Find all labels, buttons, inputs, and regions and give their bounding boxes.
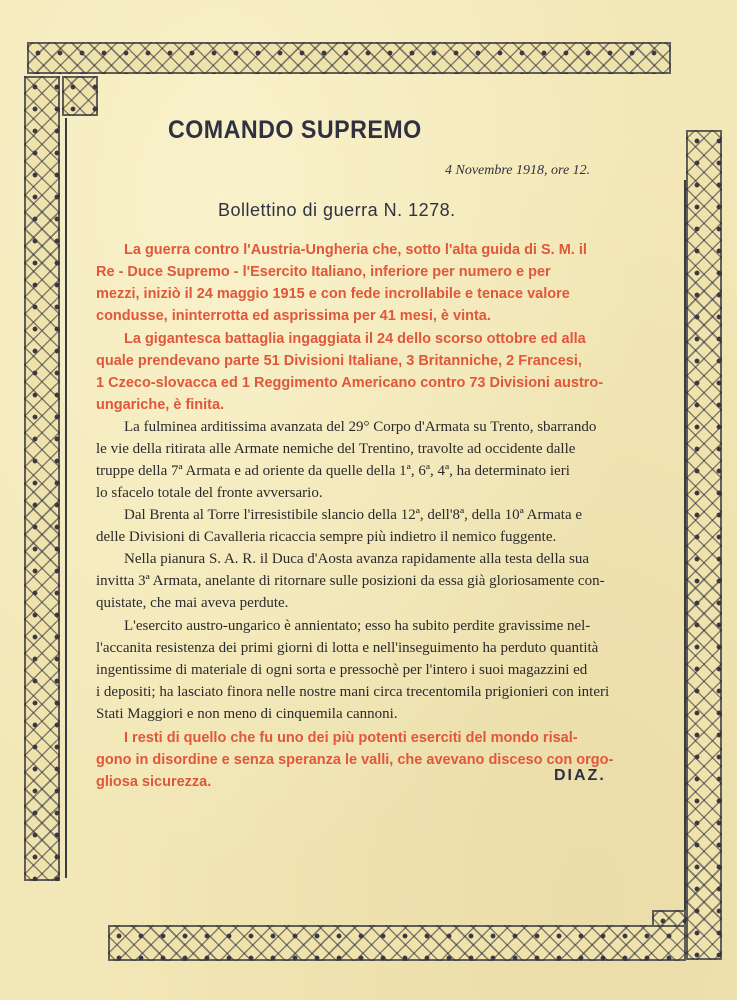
signature: DIAZ. bbox=[554, 767, 606, 784]
text-line: l'accanita resistenza dei primi giorni di lotta e nell'inseguimento ha perduto quantità bbox=[96, 640, 599, 656]
text-line: Re - Duce Supremo - l'Esercito Italiano, inferiore per numero e per bbox=[96, 264, 551, 280]
text-line: condusse, ininterrotta ed asprissima per 41 mesi, è vinta. bbox=[96, 308, 491, 324]
text-line: La fulminea arditissima avanzata del 29° Corpo d'Armata su Trento, sbarrando bbox=[124, 419, 597, 435]
date-line: 4 Novembre 1918, ore 12. bbox=[445, 163, 591, 178]
text-line: La gigantesca battaglia ingaggiata il 24 dello scorso ottobre ed alla bbox=[124, 331, 586, 347]
bulletin-number: Bollettino di guerra N. 1278. bbox=[218, 200, 456, 220]
text-line: truppe della 7ª Armata e ad oriente da quelle della 1ª, 6ª, 4ª, ha determinato ieri bbox=[96, 463, 570, 479]
text-line: L'esercito austro-ungarico è annientato; esso ha subito perdite gravissime nel- bbox=[124, 618, 591, 634]
text-line: Nella pianura S. A. R. il Duca d'Aosta avanza rapidamente alla testa della sua bbox=[124, 551, 590, 567]
text-line: gliosa sicurezza. bbox=[96, 774, 212, 790]
page-title: COMANDO SUPREMO bbox=[168, 116, 422, 144]
text-line: Dal Brenta al Torre l'irresistibile slancio della 12ª, dell'8ª, della 10ª Armata e bbox=[124, 507, 583, 523]
text-line: invitta 3ª Armata, anelante di ritornare sulle posizioni da essa già gloriosamente con- bbox=[96, 573, 605, 589]
text-line: I resti di quello che fu uno dei più potenti eserciti del mondo risal- bbox=[124, 730, 578, 746]
text-line: delle Divisioni di Cavalleria ricaccia sempre più indietro il nemico fuggente. bbox=[96, 529, 557, 545]
text-line: gono in disordine e senza speranza le valli, che avevano disceso con orgo- bbox=[96, 752, 614, 768]
text-line: 1 Czeco-slovacca ed 1 Reggimento Americano contro 73 Divisioni austro- bbox=[96, 375, 604, 391]
text-line: lo sfacelo totale del fronte avversario. bbox=[96, 485, 323, 501]
text-line: La guerra contro l'Austria-Ungheria che, sotto l'alta guida di S. M. il bbox=[124, 242, 587, 258]
text-line: quale prendevano parte 51 Divisioni Italiane, 3 Britanniche, 2 Francesi, bbox=[96, 353, 582, 369]
text-line: le vie della ritirata alle Armate nemiche del Trentino, travolte ad occidente dalle bbox=[96, 441, 576, 457]
text-line: ingentissime di materiale di ogni sorta e pressochè per l'intero i suoi magazzini ed bbox=[96, 662, 588, 678]
text-line: mezzi, iniziò il 24 maggio 1915 e con fede incrollabile e tenace valore bbox=[96, 286, 570, 302]
text-line: i depositi; ha lasciato finora nelle nostre mani circa trecentomila prigionieri con interi bbox=[96, 684, 610, 700]
text-line: Stati Maggiori e non meno di cinquemila cannoni. bbox=[96, 706, 398, 722]
text-line: quistate, che mai aveva perdute. bbox=[96, 595, 289, 611]
text-line: ungariche, è finita. bbox=[96, 397, 225, 413]
